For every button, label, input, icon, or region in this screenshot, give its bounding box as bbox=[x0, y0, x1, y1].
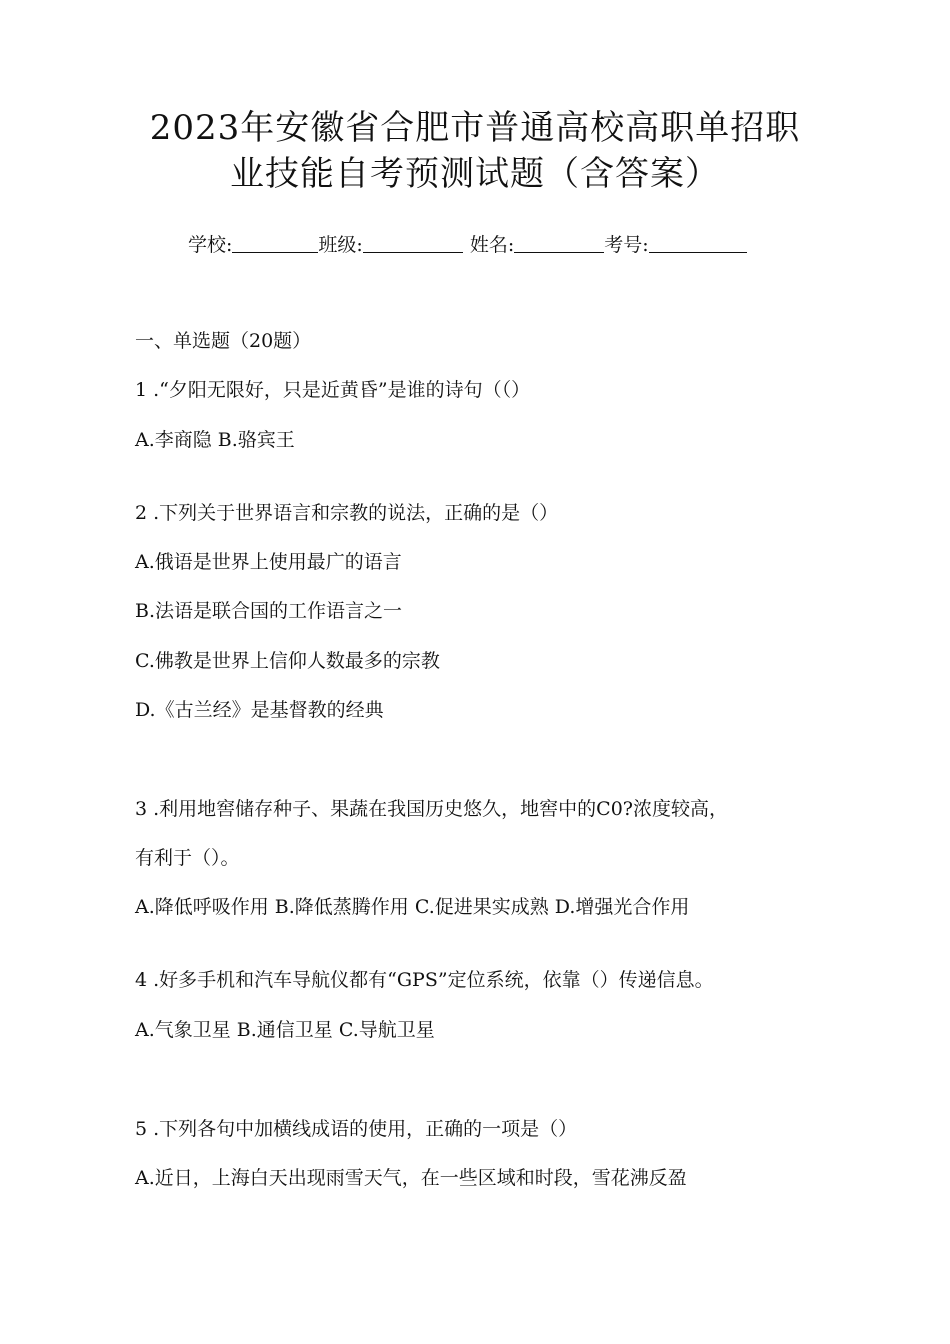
school-label: 学校: bbox=[188, 234, 233, 256]
question-1-stem: 1 .“夕阳无限好，只是近黄昏”是谁的诗句（（） bbox=[135, 379, 531, 401]
class-blank bbox=[363, 234, 463, 253]
question-4-stem: 4 .好多手机和汽车导航仪都有“GPS”定位系统，依靠（）传递信息。 bbox=[135, 969, 714, 991]
question-4-options: A.气象卫星 B.通信卫星 C.导航卫星 bbox=[135, 1019, 435, 1041]
exam-no-blank bbox=[649, 234, 747, 253]
document-title-line-2: 业技能自考预测试题（含答案） bbox=[230, 154, 720, 194]
question-2-stem: 2 .下列关于世界语言和宗教的说法，正确的是（） bbox=[135, 502, 559, 524]
name-blank bbox=[514, 234, 604, 253]
document-title-line-1: 2023年安徽省合肥市普通高校高职单招职 bbox=[149, 108, 801, 148]
question-5-option-a: A.近日，上海白天出现雨雪天气，在一些区域和时段，雪花沸反盈 bbox=[135, 1167, 687, 1189]
question-2-option-c: C.佛教是世界上信仰人数最多的宗教 bbox=[135, 650, 440, 672]
question-3-stem-line-2: 有利于（）。 bbox=[135, 847, 240, 869]
name-label: 姓名: bbox=[469, 234, 515, 256]
question-3-stem-line-1: 3 .利用地窖储存种子、果蔬在我国历史悠久，地窖中的C0?浓度较高， bbox=[135, 798, 728, 820]
exam-no-label: 考号: bbox=[604, 234, 649, 256]
school-blank bbox=[232, 234, 318, 253]
question-3-options: A.降低呼吸作用 B.降低蒸腾作用 C.促进果实成熟 D.增强光合作用 bbox=[135, 896, 690, 918]
question-2-option-d: D.《古兰经》是基督教的经典 bbox=[135, 699, 384, 721]
class-label: 班级: bbox=[318, 234, 363, 256]
question-2-option-b: B.法语是联合国的工作语言之一 bbox=[135, 600, 403, 622]
question-2-option-a: A.俄语是世界上使用最广的语言 bbox=[135, 551, 402, 573]
student-info-row bbox=[188, 230, 747, 257]
question-5-stem: 5 .下列各句中加横线成语的使用，正确的一项是（） bbox=[135, 1118, 578, 1140]
section-heading: 一、单选题（20题） bbox=[135, 330, 312, 352]
question-1-options: A.李商隐 B.骆宾王 bbox=[135, 429, 295, 451]
